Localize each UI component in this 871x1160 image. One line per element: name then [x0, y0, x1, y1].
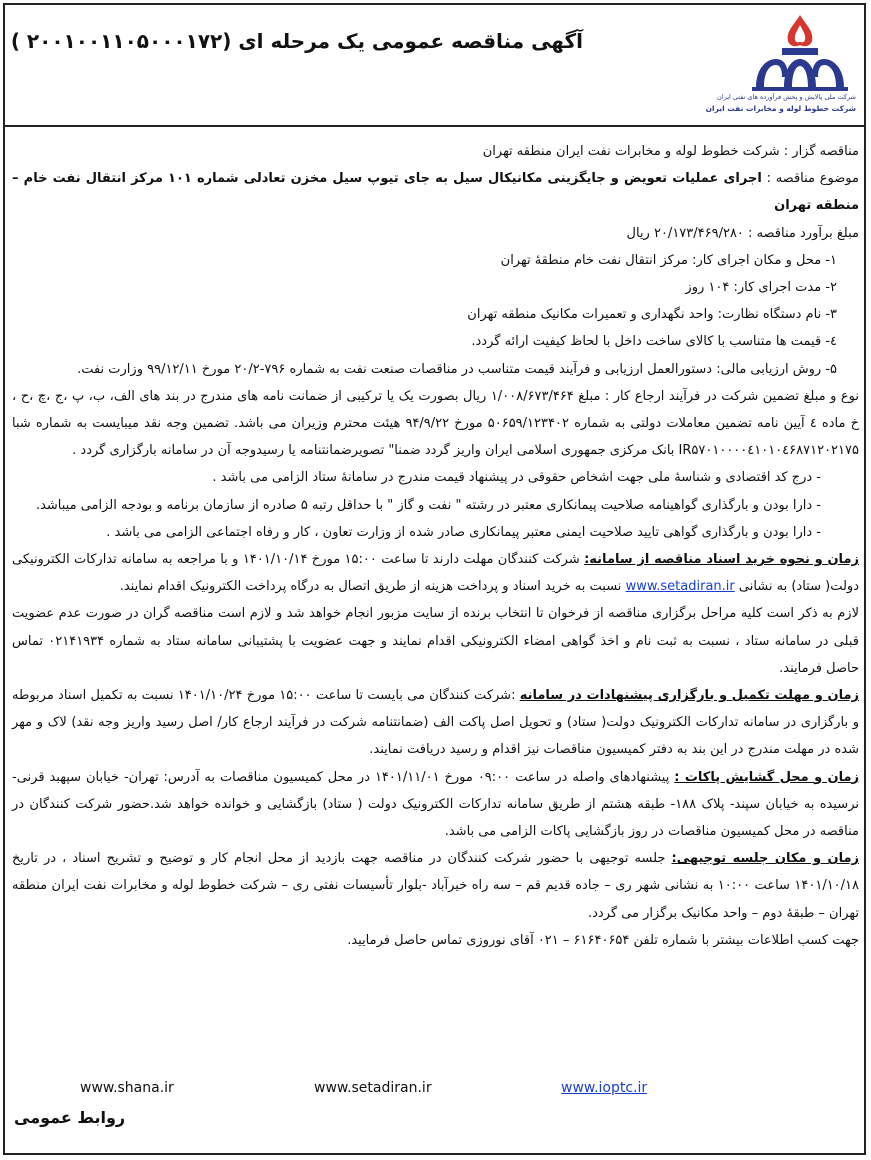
logo-caption-small: شرکت ملی پالایش و پخش فرآورده های نفتی ایران [717, 93, 856, 101]
tender-subject [12, 165, 859, 219]
requirement-1: - درج کد اقتصادی و شناسۀ ملی جهت اشخاص حقوقی در پیشنهاد قیمت مندرج در سامانۀ ستاد الزامی می باشد . [212, 470, 821, 486]
submission-paragraph [12, 682, 859, 764]
submission-text: :شرکت کنندگان می بایست تا ساعت ۱۵:۰۰ مورخ ۱۴۰۱/۱۰/۲۴ نسبت به تکمیل اسناد مربوطه و بارگزاری در سامانه تدارکات الکترونیک دولت( ستاد) و تحویل اصل پاکت الف (ضمانتنامه شرکت در فرآیند ارجاع کار/ اصل رسید واریز وجه نقد) لاک و مهر شده در مهلت مندرج در این بند به دفتر کمیسیون مناقصات نیز اقدام و رسید دریافت نمایند. [12, 688, 859, 758]
tender-estimate: مبلغ برآورد مناقصه : ۲۰/۱۷۳/۴۶۹/۲۸۰ ریال [626, 225, 859, 241]
ioptc-link[interactable]: www.ioptc.ir [561, 1080, 648, 1096]
footer-links [12, 1080, 859, 1104]
page-title: آگهی مناقصه عمومی یک مرحله ای (۲۰۰۱۰۰۱۱۰۵۰۰۰۱۷۲ ) [10, 29, 583, 53]
tender-subject-label: موضوع مناقصه : [761, 171, 859, 187]
tender-subject-text: اجرای عملیات تعویض و جایگزینی مکانیکال سیل به جای تیوپ سیل مخزن تعادلی شماره ۱۰۱ مرکز انتقال نفت خام – منطقه تهران [12, 171, 859, 214]
company-logo [705, 11, 858, 123]
purchase-documents-heading: زمان و نحوه خرید اسناد مناقصه از سامانه: [584, 552, 859, 568]
opening-paragraph [12, 764, 859, 846]
logo-caption: شرکت خطوط لوله و مخابرات نفت ایران [705, 104, 856, 113]
briefing-paragraph [12, 845, 859, 927]
item-3-supervisor: ۳- نام دستگاه نظارت: واحد نگهداری و تعمیرات مکانیک منطقه تهران [467, 307, 837, 323]
briefing-text: جلسه توجیهی با حضور شرکت کنندگان در مناقصه جهت بازدید از محل انجام کار و توضیح و تشریح اسناد ، در تاریخ ۱۴۰۱/۱۰/۱۸ ساعت ۱۰:۰۰ به نشانی شهر ری – جاده قدیم قم – سه راه خیرآباد -بلوار تأسیسات نفتی ری – شرکت خطوط لوله و مخابرات نفت ایران منطقه تهران – طبقۀ دوم – واحد مکانیک برگزار می گردد. [12, 851, 860, 921]
public-relations-signature: روابط عمومی [14, 1108, 126, 1127]
item-1-location: ۱- محل و مکان اجرای کار: مرکز انتقال نفت خام منطقۀ تهران [500, 252, 837, 268]
item-4-prices: ٤- قیمت ها متناسب با کالای ساخت داخل با لحاظ کیفیت ارائه گردد. [471, 334, 837, 350]
setadiran-link[interactable]: www.setadiran.ir [625, 579, 735, 595]
requirement-2: - دارا بودن و بارگذاری گواهینامه صلاحیت پیمانکاری معتبر در رشته " نفت و گاز " با حداقل رتبه ۵ صادره از سازمان برنامه و بودجه الزامی میباشد. [35, 497, 821, 513]
contact-info: جهت کسب اطلاعات بیشتر با شماره تلفن ۶۱۶۴۰۶۵۴ – ۰۲۱ آقای نوروزی تماس حاصل فرمایید. [347, 932, 859, 948]
tender-organizer: مناقصه گزار : شرکت خطوط لوله و مخابرات نفت ایران منطقه تهران [482, 144, 859, 159]
opening-heading: زمان و محل گشایش پاکات : [674, 769, 859, 785]
ad-body [12, 138, 859, 954]
shana-link[interactable]: www.shana.ir [80, 1080, 174, 1096]
item-5-evaluation: ۵- روش ارزیابی مالی: دستورالعمل ارزیابی و فرآیند قیمت متناسب در مناقصات صنعت نفت به شماره ۷۹۶-۲۰/۲ مورخ ۹۹/۱۲/۱۱ وزارت نفت. [77, 361, 837, 377]
header-section [3, 3, 866, 127]
requirement-3: - دارا بودن و بارگذاری گواهی تایید صلاحیت ایمنی معتبر پیمانکاری صادر شده از وزارت تعاون ، کار و رفاه اجتماعی الزامی می باشد . [106, 524, 821, 540]
registration-note: لازم به ذکر است کلیه مراحل برگزاری مناقصه از فرخوان تا انتخاب برنده از سایت مزبور انجام خواهد شد و لازم است مناقصه گران در صورت عدم عضویت قبلی در سامانه ستاد ، نسبت به ثبت نام و اخذ گواهی امضاء الکترونیکی اقدام نمایند و جهت عضویت با پشتیبانی سامانه ستاد به شماره ۰۲۱۴۱۹۳۴ تماس حاصل فرمایند. [12, 606, 859, 676]
purchase-documents-text-a: شرکت کنندگان مهلت دارند تا ساعت ۱۵:۰۰ مورخ ۱۴۰۱/۱۰/۱۴ و با مراجعه به سامانه تدارکات الکترونیکی دولت( ستاد) به نشانی [12, 552, 859, 595]
purchase-documents-paragraph [12, 546, 859, 600]
guarantee-paragraph: نوع و مبلغ تضمین شرکت در فرآیند ارجاع کار : مبلغ ۱/۰۰۸/۶۷۳/۴۶۴ ریال بصورت یک یا ترکیبی از ضمانت نامه های مندرج در بند های الف، ب، پ ،ج ،چ ،ح ، خ ماده ٤ آیین نامه تضمین معاملات دولتی به شماره ۵۰۶۵۹/۱۲۳۴۰۲ مورخ ۹۴/۹/۲۲ هیئت محترم وزیران می باشد. تضمین وجه نقد میبایست به شماره شبا IR۵۷۰۱۰۰۰۰٤۱۰۱۰٤۶۸۷۱۲۰۲۱۷۵ بانک مرکزی جمهوری اسلامی ایران واریز گردد ضمنا" تصویرضمانتنامه یا رسیدوجه آن در سامانه بارگزاری گردد . [12, 388, 859, 459]
opening-text: پیشنهادهای واصله در ساعت ۰۹:۰۰ مورخ ۱۴۰۱/۱۱/۰۱ در محل کمیسیون مناقصات به آدرس: تهران- خیابان سپهبد قرنی- نرسیده به خیابان سپند- پلاک ۱۸۸- طبقه هشتم از طریق سامانه تدارکات الکترونیک دولت ( ستاد) بازگشایی و خوانده خواهد شد.حضور شرکت کنندگان در مناقصه در محل کمیسیون مناقصات در روز بازگشایی پاکات الزامی می باشد. [12, 769, 859, 840]
setadiran-footer-link[interactable]: www.setadiran.ir [314, 1080, 432, 1096]
purchase-documents-text-b: نسبت به خرید اسناد و پرداخت هزینه از طریق اتصال به درگاه پرداخت الکترونیک اقدام نمایند. [119, 579, 626, 595]
submission-heading: زمان و مهلت تکمیل و بارگزاری پیشنهادات در سامانه [519, 688, 859, 704]
briefing-heading: زمان و مکان جلسه توجیهی: [671, 851, 859, 867]
item-2-duration: ۲- مدت اجرای کار: ۱۰۴ روز [685, 280, 837, 296]
